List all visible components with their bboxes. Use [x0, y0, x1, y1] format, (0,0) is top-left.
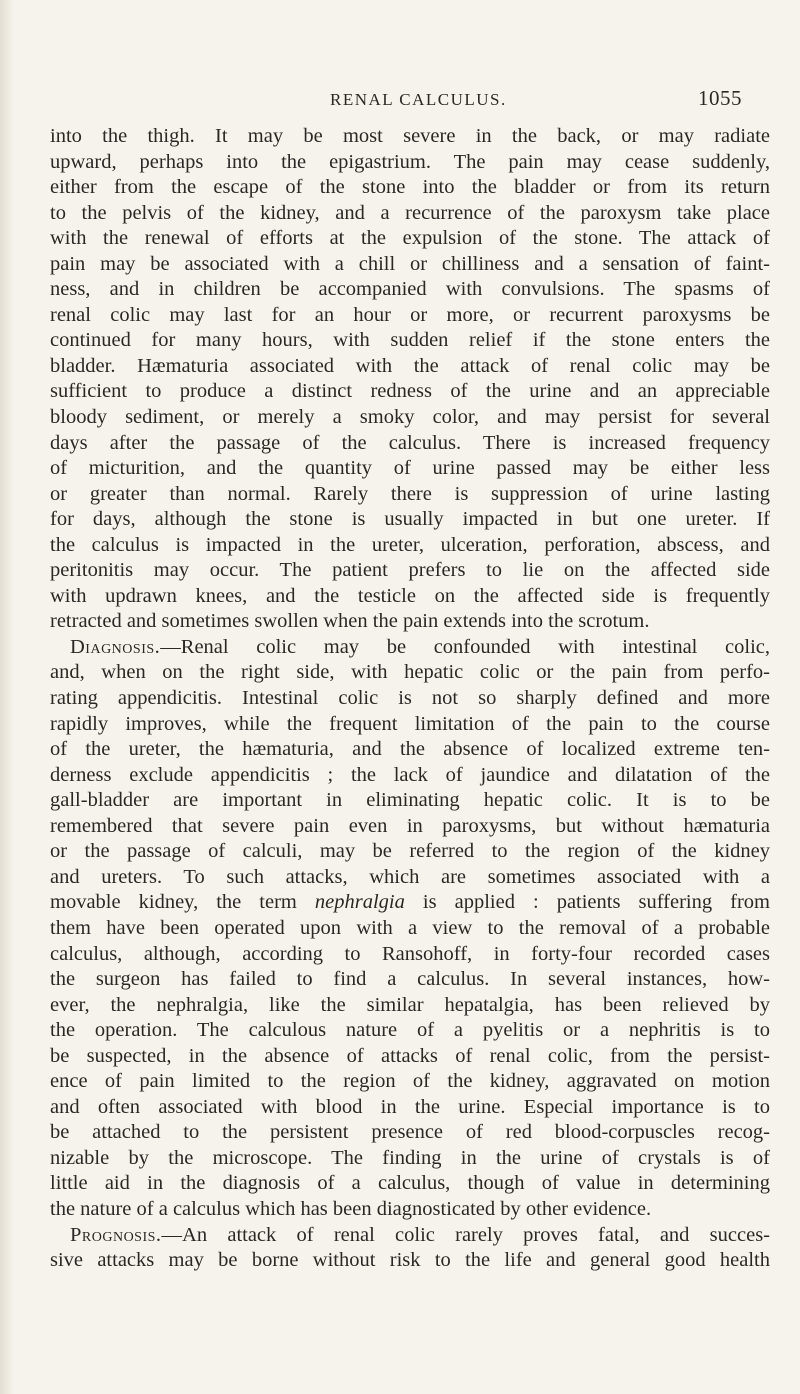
text-line: days after the passage of the calculus. There is increased frequency: [50, 431, 770, 454]
text-line: for days, although the stone is usually impacted in but one ureter. If: [50, 508, 770, 531]
text-line: with updrawn knees, and the testicle on the affected side is frequently: [50, 584, 770, 607]
italic-term: nephralgia: [314, 891, 405, 914]
paragraph-prognosis: [50, 1223, 770, 1274]
text-line: into the thigh. It may be most severe in the back, or may radiate: [50, 125, 770, 147]
text-line: of the ureter, the hæmaturia, and the absence of localized extreme ten-: [50, 738, 770, 761]
text-line: sive attacks may be borne without risk to the life and general good health: [50, 1249, 770, 1272]
text-line: ever, the nephralgia, like the similar hepatalgia, has been relieved by: [50, 993, 770, 1016]
text-line: [50, 890, 770, 916]
text-line: calculus, although, according to Ransohoff, in forty-four recorded cases: [50, 942, 770, 965]
running-head: [0, 86, 800, 116]
text-line: rating appendicitis. Intestinal colic is not so sharply defined and more: [50, 687, 770, 710]
page-edge-shadow: [0, 0, 14, 1394]
text-line: the operation. The calculous nature of a pyelitis or a nephritis is to: [50, 1019, 770, 1042]
text-line: be attached to the persistent presence of red blood-corpuscles recog-: [50, 1121, 770, 1144]
text-line: them have been operated upon with a view to the removal of a probable: [50, 916, 770, 939]
text-line: gall-bladder are important in eliminating hepatic colic. It is to be: [50, 789, 770, 812]
text-run: is applied : patients suffering from: [404, 891, 770, 914]
text-line: the calculus is impacted in the ureter, ulceration, perforation, abscess, and: [50, 533, 770, 556]
paragraph-diagnosis: [50, 635, 770, 1223]
text-line: and, when on the right side, with hepatic colic or the pain from perfo-: [50, 661, 770, 684]
text-line: peritonitis may occur. The patient prefers to lie on the affected side: [50, 559, 770, 582]
text-line: and ureters. To such attacks, which are sometimes associated with a: [50, 865, 770, 888]
text-line: bladder. Hæmaturia associated with the attack of renal colic may be: [50, 354, 770, 377]
text-line: either from the escape of the stone into the bladder or from its return: [50, 176, 770, 199]
paragraph-symptoms: [50, 124, 770, 635]
text-line: sufficient to produce a distinct redness of the urine and an appreciable: [50, 380, 770, 403]
text-line: rapidly improves, while the frequent limitation of the pain to the course: [50, 712, 770, 735]
text-line: and often associated with blood in the urine. Especial importance is to: [50, 1095, 770, 1118]
text-line: retracted and sometimes swollen when the pain extends into the scrotum.: [50, 610, 650, 633]
page-number: 1055: [698, 86, 742, 110]
text-line: [50, 635, 770, 661]
text-line: bloody sediment, or merely a smoky color, and may persist for several: [50, 406, 770, 429]
text-line: continued for many hours, with sudden relief if the stone enters the: [50, 329, 770, 352]
text-line: ence of pain limited to the region of the kidney, aggravated on motion: [50, 1070, 770, 1093]
text-run: —An attack of renal colic rarely proves fatal, and succes-: [161, 1223, 770, 1246]
text-line: ness, and in children be accompanied with convulsions. The spasms of: [50, 278, 770, 301]
text-line: pain may be associated with a chill or chilliness and a sensation of faint-: [50, 252, 770, 275]
text-line: nizable by the microscope. The finding in the urine of crystals is of: [50, 1146, 770, 1169]
text-run: —Renal colic may be confounded with intestinal colic,: [160, 635, 770, 658]
text-line: to the pelvis of the kidney, and a recurrence of the paroxysm take place: [50, 201, 770, 224]
body-text: [50, 124, 770, 1274]
text-line: [50, 1223, 770, 1249]
text-line: or the passage of calculi, may be referred to the region of the kidney: [50, 840, 770, 863]
text-line: be suspected, in the absence of attacks of renal colic, from the persist-: [50, 1044, 770, 1067]
section-heading-prognosis: Prognosis.: [70, 1223, 162, 1246]
text-run: movable kidney, the term: [50, 891, 315, 914]
text-line: remembered that severe pain even in paroxysms, but without hæmaturia: [50, 814, 770, 837]
text-line: with the renewal of efforts at the expulsion of the stone. The attack of: [50, 227, 770, 250]
section-heading-diagnosis: Diagnosis.: [70, 635, 161, 658]
text-line: of micturition, and the quantity of urine passed may be either less: [50, 457, 770, 480]
text-line: the surgeon has failed to find a calculus. In several instances, how-: [50, 968, 770, 991]
text-line: derness exclude appendicitis ; the lack of jaundice and dilatation of the: [50, 763, 770, 786]
text-line: upward, perhaps into the epigastrium. The pain may cease suddenly,: [50, 150, 770, 173]
running-title: RENAL CALCULUS.: [330, 90, 507, 109]
text-line: or greater than normal. Rarely there is suppression of urine lasting: [50, 482, 770, 505]
text-line: the nature of a calculus which has been diagnosticated by other evidence.: [50, 1197, 652, 1220]
text-line: renal colic may last for an hour or more, or recurrent paroxysms be: [50, 303, 770, 326]
text-line: little aid in the diagnosis of a calculus, though of value in determining: [50, 1172, 770, 1195]
